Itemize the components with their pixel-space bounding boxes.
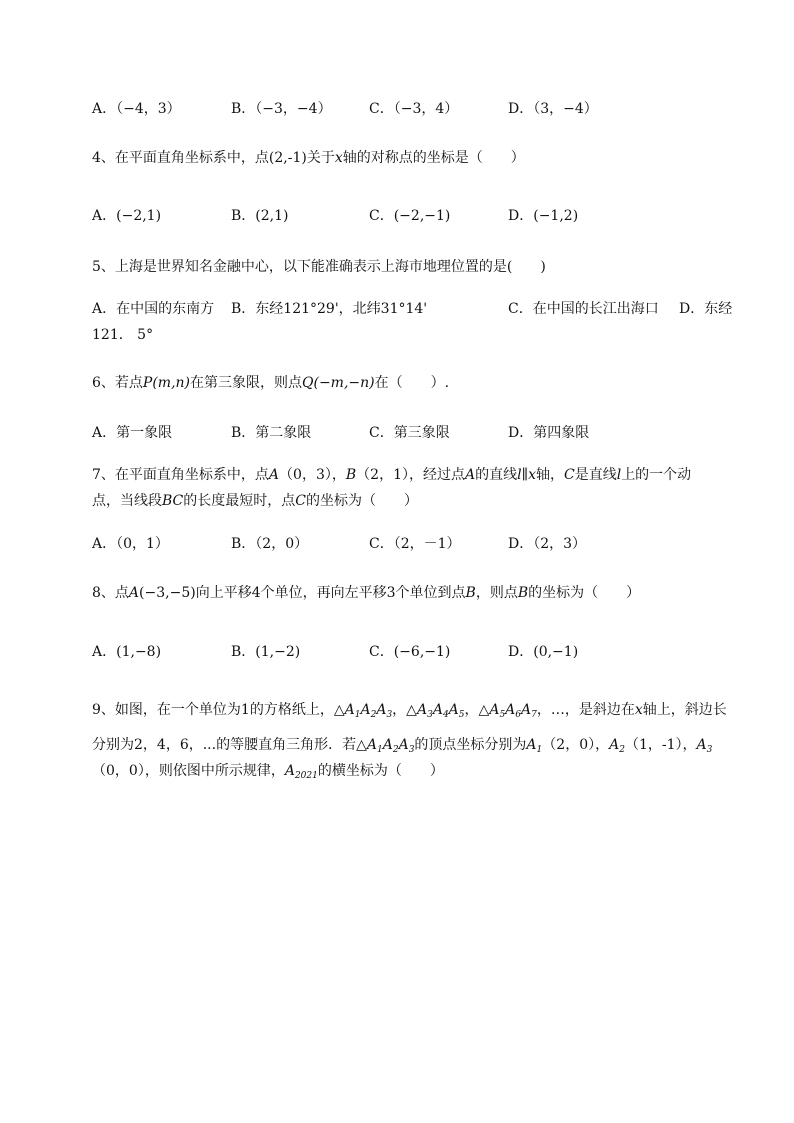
q6-option-a[interactable]: A．第一象限 (92, 425, 173, 441)
q8-option-d[interactable]: D．(0,−1) (508, 644, 579, 660)
q4-option-d[interactable]: D．(−1,2) (508, 208, 579, 224)
q5-option-d[interactable]: D．东经 (679, 301, 733, 317)
q6-stem: 6、若点P(m,n)在第三象限，则点Q(−m,−n)在（ ）. (92, 375, 450, 391)
q5-option-b[interactable]: B．东经121°29'，北纬31°14' (231, 301, 428, 317)
q4-stem: 4、在平面直角坐标系中，点(2,-1)关于x轴的对称点的坐标是（ ） (92, 150, 525, 166)
q5-stem: 5、上海是世界知名金融中心，以下能准确表示上海市地理位置的是( ) (92, 259, 546, 275)
q5-option-a[interactable]: A．在中国的东南方 (92, 301, 215, 317)
q6-option-d[interactable]: D．第四象限 (508, 425, 590, 441)
q3-option-b[interactable]: B．（−3，−4） (231, 101, 332, 117)
q8-option-c[interactable]: C．(−6,−1) (369, 644, 451, 660)
q4-option-c[interactable]: C．(−2,−1) (369, 208, 451, 224)
q6-option-c[interactable]: C．第三象限 (369, 425, 450, 441)
q8-option-a[interactable]: A．(1,−8) (92, 644, 162, 660)
q4-option-a[interactable]: A．(−2,1) (92, 208, 162, 224)
q9-stem-line3: （0，0），则依图中所示规律，$A_{2021}$的横坐标为（ ） (92, 763, 444, 781)
q9-stem-line1: 9、如图，在一个单位为1的方格纸上，$\triangle A_1A_2A_3$，$\triangle A_3A_4A_5$，$\triangle A_5A_6A_7$，…，是斜边在x轴上，斜边长 (92, 702, 727, 720)
q7-option-b[interactable]: B．（2，0） (231, 536, 309, 552)
q3-option-c[interactable]: C．（−3，4） (369, 101, 459, 117)
q7-option-d[interactable]: D．（2，3） (508, 536, 587, 552)
q3-option-d[interactable]: D．（3，−4） (508, 101, 598, 117)
q4-option-b[interactable]: B．(2,1) (231, 208, 289, 224)
q5-option-c[interactable]: C．在中国的长江出海口 (508, 301, 659, 317)
q7-stem-line2: 点，当线段BC的长度最短时，点C的坐标为（ ） (92, 493, 418, 509)
q9-stem-line2: 分别为2，4，6，...的等腰直角三角形．若$\triangle A_1A_2A_3$的顶点坐标分别为$A_1(2$，0），$A_2(1$，-1），$A_3$ (92, 737, 713, 755)
q6-option-b[interactable]: B．第二象限 (231, 425, 312, 441)
q8-option-b[interactable]: B．(1,−2) (231, 644, 301, 660)
q7-stem-line1: 7、在平面直角坐标系中，点A（0，3），B（2，1），经过点A的直线l∥x轴，C是直线l上的一个动 (92, 467, 692, 483)
q7-option-c[interactable]: C．（2，－1） (369, 536, 461, 552)
q5-option-d-continued: 121． 5° (92, 327, 154, 343)
q3-option-a[interactable]: A．（−4，3） (92, 101, 181, 117)
q8-stem: 8、点A(−3,−5)向上平移4个单位，再向左平移3个单位到点B，则点B的坐标为（ ） (92, 585, 641, 601)
q7-option-a[interactable]: A．（0，1） (92, 536, 169, 552)
